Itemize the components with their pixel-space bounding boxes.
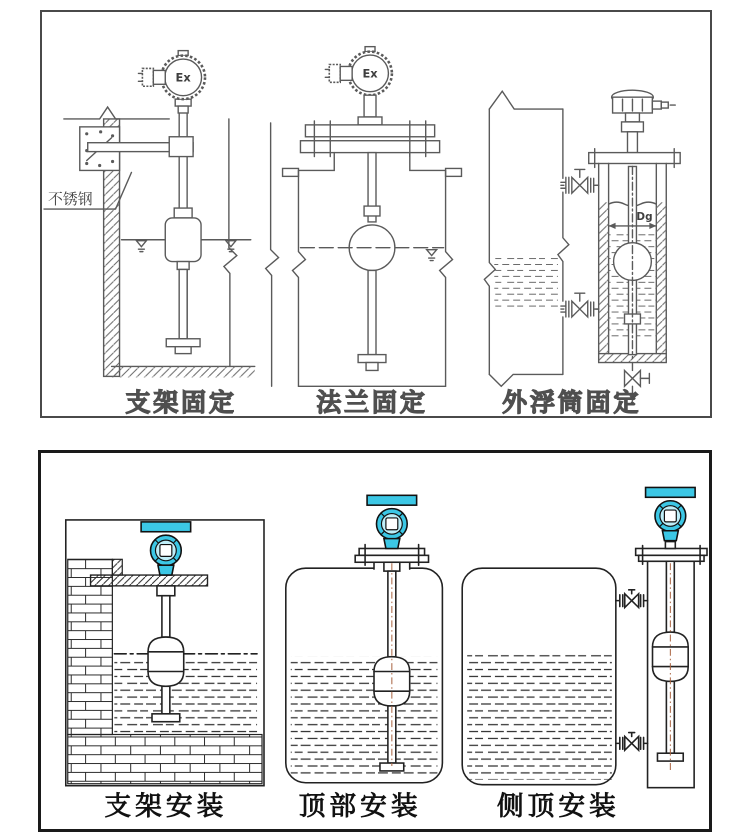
bottom-panel [38, 450, 712, 832]
diagram-side-top-installation [462, 487, 707, 822]
stainless-steel-label: 不锈钢 [47, 190, 93, 209]
liquid [114, 658, 257, 735]
tank-liquid [494, 258, 558, 308]
caption-top-installation: 顶部安装 [298, 791, 422, 823]
ex-label-a: Ex [175, 70, 191, 85]
bracket-shelf [91, 575, 208, 586]
caption-side-top-installation: 侧顶安装 [496, 791, 620, 823]
brick-floor [68, 735, 262, 784]
upper-valve-icon [561, 169, 599, 193]
upper-valve-icon [616, 590, 648, 608]
diagram-top-installation [286, 495, 443, 822]
lower-valve-icon [616, 733, 648, 751]
top-panel-drawing [42, 12, 710, 416]
caption-external-chamber-fixing: 外浮筒固定 [502, 388, 642, 416]
chamber-transmitter-icon [612, 90, 676, 152]
bottom-panel-drawing [41, 453, 709, 829]
smart-transmitter-icon [646, 487, 696, 540]
float-body [148, 637, 184, 686]
flange-plate [305, 125, 434, 137]
liquid [467, 655, 612, 780]
ex-label-b: Ex [362, 66, 378, 81]
diagram-external-chamber-fixing [484, 90, 680, 416]
diagram-bracket-installation [66, 520, 264, 822]
caption-flange-fixing: 法兰固定 [316, 388, 428, 416]
chamber-flange [589, 153, 680, 164]
lower-valve-icon [561, 293, 599, 317]
smart-transmitter-icon [367, 495, 417, 548]
caption-bracket-installation: 支架安装 [104, 791, 228, 823]
caption-bracket-fixing: 支架固定 [125, 388, 237, 416]
diagram-flange-fixing [283, 47, 462, 416]
ex-transmitter-icon [325, 47, 392, 96]
ex-transmitter-icon [138, 51, 205, 100]
float-body [165, 218, 201, 262]
liquid [291, 657, 438, 778]
diagram-bracket-fixing [44, 51, 279, 416]
diameter-label: Dg [636, 210, 653, 223]
top-panel [40, 10, 712, 418]
